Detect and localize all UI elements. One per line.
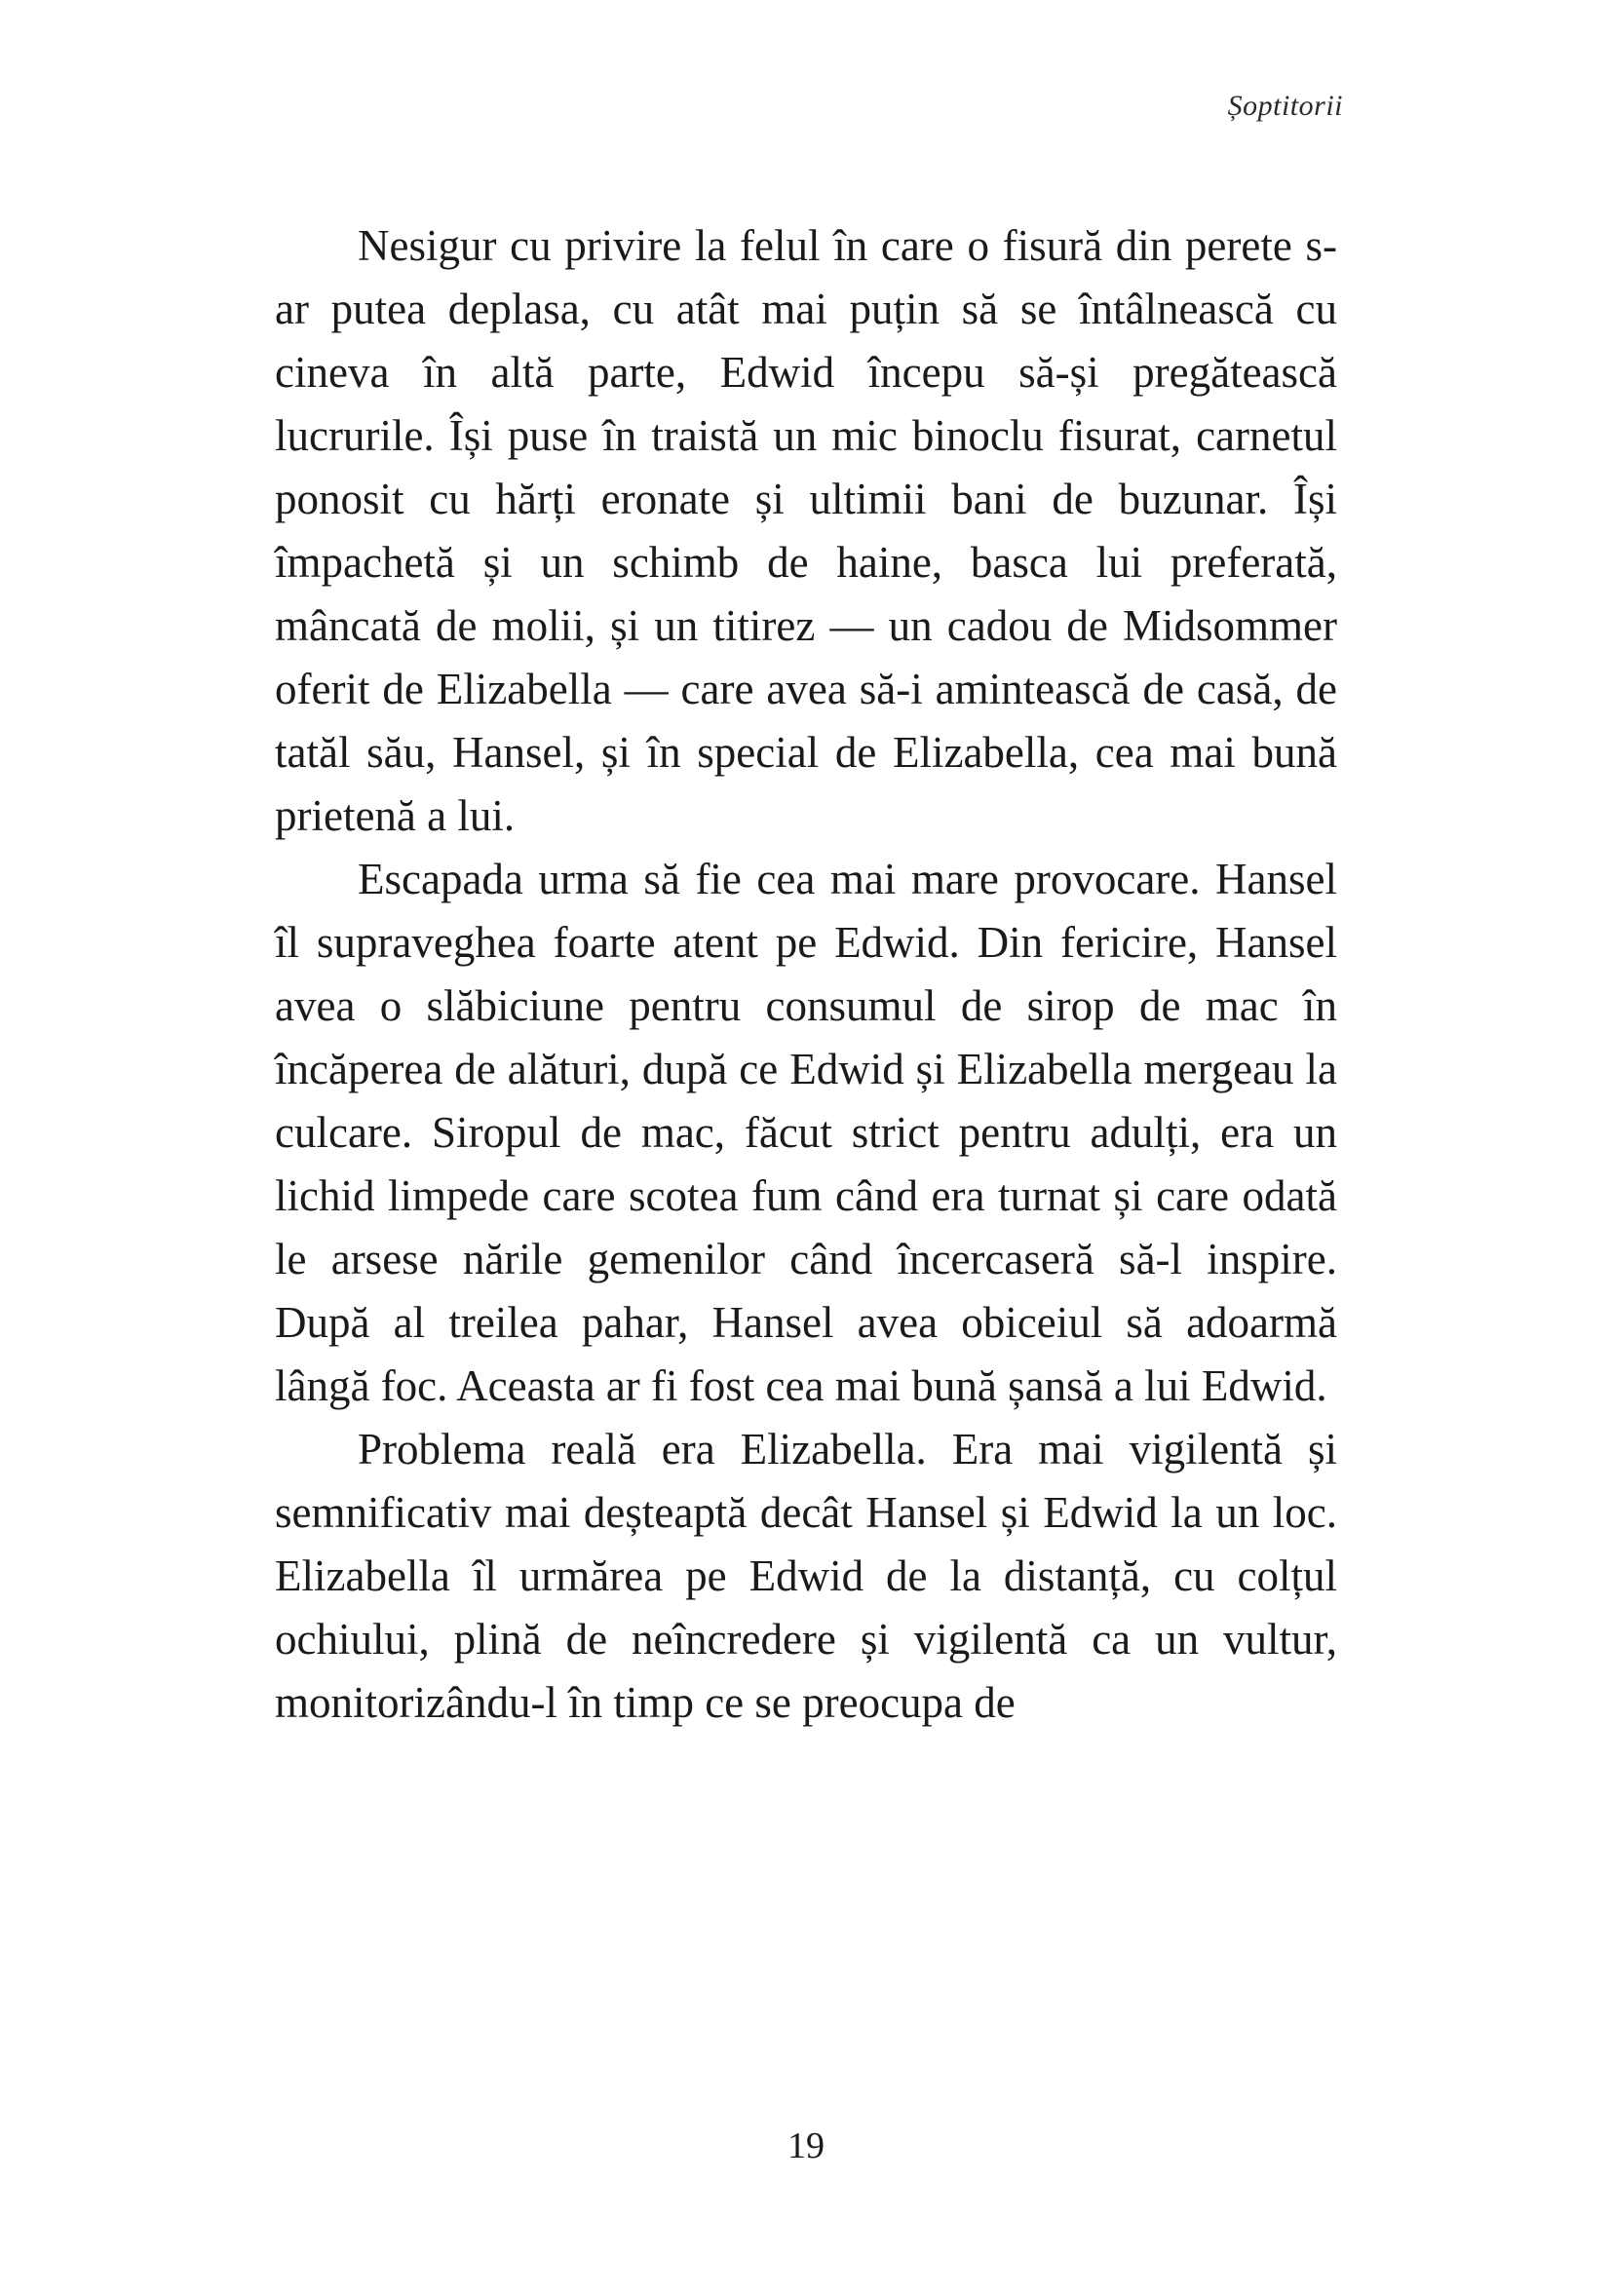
paragraph-1: Nesigur cu privire la felul în care o fisură din perete s-ar putea deplasa, cu atât mai puțin să se întâlnească cu cineva în altă parte, Edwid începu să-și pregătească lucrurile. Își puse în traistă un mic binoclu fisurat, carnetul ponosit cu hărți eronate și ultimii bani de buzunar. Își împachetă și un schimb de haine, basca lui preferată, mâncată de molii, și un titirez — un cadou de Midsommer oferit de Elizabella — care avea să-i amintească de casă, de tatăl său, Hansel, și în special de Elizabella, cea mai bună prietenă a lui. <box>275 221 1337 840</box>
paragraph-2: Escapada urma să fie cea mai mare provocare. Hansel îl supraveghea foarte atent pe Edwid. Din fericire, Hansel avea o slăbiciune pentru consumul de sirop de mac în încăperea de alături, după ce Edwid și Elizabella mergeau la culcare. Siropul de mac, făcut strict pentru adulți, era un lichid limpede care scotea fum când era turnat și care odată le arsese nările gemenilor când încercaseră să-l inspire. După al treilea pahar, Hansel avea obiceiul să adoarmă lângă foc. Aceasta ar fi fost cea mai bună șansă a lui Edwid. <box>275 855 1337 1410</box>
running-header-title: Șoptitorii <box>1227 90 1343 122</box>
paragraph-3: Problema reală era Elizabella. Era mai vigilentă și semnificativ mai deșteaptă decât Hansel și Edwid la un loc. Elizabella îl urmărea pe Edwid de la distanță, cu colțul ochiului, plină de neîncredere și vigilentă ca un vultur, monitorizându-l în timp ce se preocupa de <box>275 1425 1337 1727</box>
page-number: 19 <box>787 2125 825 2166</box>
body-text <box>275 214 1337 1735</box>
